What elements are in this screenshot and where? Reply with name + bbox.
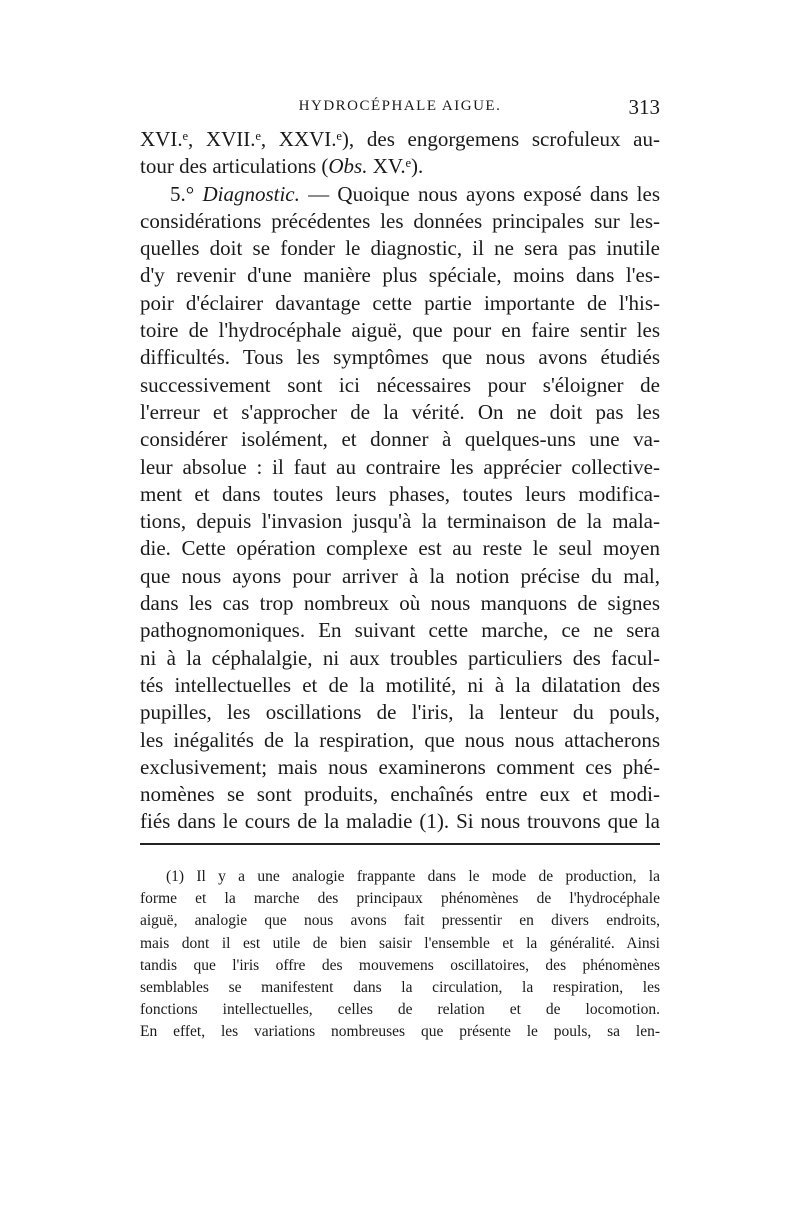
text-line: exclusivement; mais nous examinerons comment ces phé-	[140, 754, 660, 779]
running-head: HYDROCÉPHALE AIGUE.	[298, 98, 502, 114]
text-line: toire de l'hydrocéphale aiguë, que pour en faire sentir les	[140, 318, 660, 343]
text-line: tions, depuis l'invasion jusqu'à la terminaison de la mala-	[140, 509, 660, 534]
text-line: XVI.ᵉ, XVII.ᵉ, XXVI.ᵉ), des engorgemens scrofuleux au-	[140, 127, 660, 151]
footnote-line: mais dont il est utile de bien saisir l'ensemble et la généralité. Ainsi	[140, 934, 660, 952]
text-line: poir d'éclairer davantage cette partie importante de l'his-	[140, 290, 660, 315]
page-header	[140, 95, 660, 122]
footnote-line: aiguë, analogie que nous avons fait pressentir en divers endroits,	[140, 912, 660, 930]
text-line: fiés dans le cours de la maladie (1). Si nous trouvons que la	[140, 809, 660, 834]
text-line: die. Cette opération complexe est au reste le seul moyen	[140, 536, 660, 561]
text-line: ment et dans toutes leurs phases, toutes leurs modifica-	[140, 481, 660, 506]
footnote-line: (1) Il y a une analogie frappante dans le mode de production, la	[166, 868, 660, 885]
text-line: tour des articulations (Obs. XV.ᵉ).	[140, 154, 424, 179]
text-line: ni à la céphalalgie, ni aux troubles particuliers des facul-	[140, 645, 660, 670]
text-line: tés intellectuelles et de la motilité, ni à la dilatation des	[140, 672, 660, 697]
text-line: d'y revenir d'une manière plus spéciale, moins dans l'es-	[140, 263, 660, 288]
text-line: nomènes se sont produits, enchaînés entre eux et modi-	[140, 782, 660, 807]
footnote-line: tandis que l'iris offre des mouvemens oscillatoires, des phénomènes	[140, 956, 660, 974]
text-line: difficultés. Tous les symptômes que nous avons étudiés	[140, 345, 660, 370]
text-line: que nous ayons pour arriver à la notion précise du mal,	[140, 563, 660, 588]
main-text	[140, 126, 660, 836]
footnote-line: forme et la marche des principaux phénomènes de l'hydrocéphale	[140, 890, 660, 908]
text-line: pupilles, les oscillations de l'iris, la lenteur du pouls,	[140, 700, 660, 725]
page-number: 313	[628, 95, 660, 119]
footnote-rule	[140, 843, 660, 845]
text-line: leur absolue : il faut au contraire les apprécier collective-	[140, 454, 660, 479]
text-line: pathognomoniques. En suivant cette marche, ce ne sera	[140, 618, 660, 643]
text-line: dans les cas trop nombreux où nous manquons de signes	[140, 591, 660, 616]
text-line: les inégalités de la respiration, que nous nous attacherons	[140, 727, 660, 752]
footnote-line: semblables se manifestent dans la circulation, la respiration, les	[140, 979, 660, 997]
text-line: successivement sont ici nécessaires pour s'éloigner de	[140, 372, 660, 397]
text-line: l'erreur et s'approcher de la vérité. On ne doit pas les	[140, 399, 660, 424]
section-heading-line: 5.° Diagnostic. — Quoique nous ayons exposé dans les	[170, 181, 660, 206]
text-line: considérations précédentes les données principales sur les-	[140, 208, 660, 233]
footnote	[140, 866, 660, 1044]
text-line: considérer isolément, et donner à quelques-uns une va-	[140, 427, 660, 452]
text-line: quelles doit se fonder le diagnostic, il ne sera pas inutile	[140, 236, 660, 261]
footnote-line: En effet, les variations nombreuses que présente le pouls, sa len-	[140, 1023, 660, 1041]
footnote-line: fonctions intellectuelles, celles de relation et de locomotion.	[140, 1001, 660, 1019]
